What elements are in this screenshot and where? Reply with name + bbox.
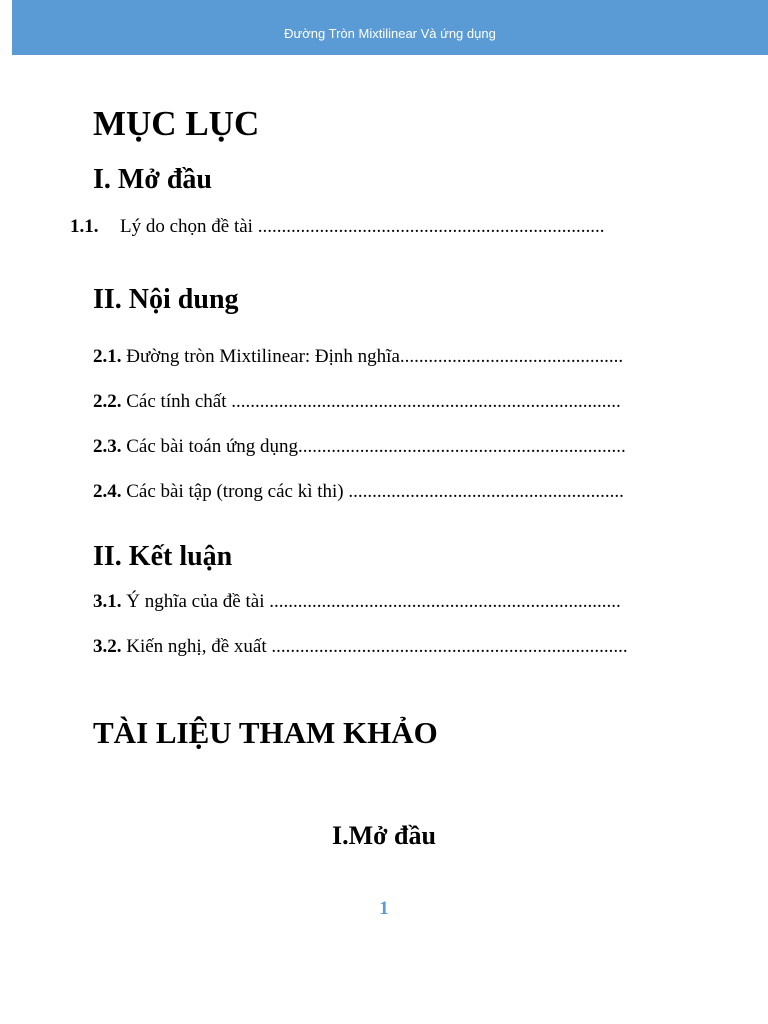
toc-entry-number: 2.1. [93, 346, 122, 367]
page-number: 1 [379, 898, 389, 919]
toc-entry-2-1[interactable] [93, 345, 675, 369]
toc-entry-text: Kiến nghị, đề xuất [121, 636, 267, 657]
toc-entry-leader: .................................................................................. [226, 391, 621, 412]
toc-section-heading-content: II. Nội dung [93, 284, 239, 315]
toc-entry-2-4[interactable] [93, 480, 675, 504]
running-header [12, 0, 768, 55]
toc-entry-text: Lý do chọn đề tài [120, 216, 253, 237]
toc-entry-text: Đường tròn Mixtilinear: Định nghĩa [121, 346, 400, 367]
toc-entry-number: 3.1. [93, 591, 122, 612]
toc-entry-leader: ......................................................................... [257, 216, 605, 237]
toc-entry-number: 1.1. [70, 216, 99, 237]
toc-entry-leader: .......................................................... [343, 481, 624, 502]
toc-entry-number: 2.2. [93, 391, 122, 412]
toc-section-heading-conclusion: II. Kết luận [93, 541, 233, 572]
toc-section-heading-intro: I. Mở đầu [93, 164, 212, 195]
toc-entry-number: 3.2. [93, 636, 122, 657]
toc-entry-3-2[interactable] [93, 635, 675, 659]
toc-entry-number: 2.4. [93, 481, 122, 502]
header-title: Đường Tròn Mixtilinear Và ứng dụng [284, 26, 496, 41]
references-heading: TÀI LIỆU THAM KHẢO [93, 715, 438, 750]
toc-entry-text: Các bài tập (trong các kì thi) [121, 481, 344, 502]
toc-title: MỤC LỤC [93, 104, 260, 143]
toc-entry-2-2[interactable] [93, 390, 675, 414]
toc-entry-3-1[interactable] [93, 590, 675, 614]
toc-entry-leader: ..................................................................... [298, 436, 626, 457]
toc-entry-leader: ............................................... [399, 346, 624, 367]
chapter-heading: I.Mở đầu [332, 821, 436, 850]
toc-entry-text: Các bài toán ứng dụng [121, 436, 299, 457]
toc-entry-leader: .......................................................................... [264, 591, 621, 612]
toc-entry-2-3[interactable] [93, 435, 675, 459]
toc-entry-number: 2.3. [93, 436, 122, 457]
toc-entry-text: Các tính chất [121, 391, 227, 412]
toc-entry-1-1[interactable] [70, 215, 660, 239]
toc-entry-leader: ........................................................................... [266, 636, 628, 657]
toc-entry-text: Ý nghĩa của đề tài [121, 591, 265, 612]
